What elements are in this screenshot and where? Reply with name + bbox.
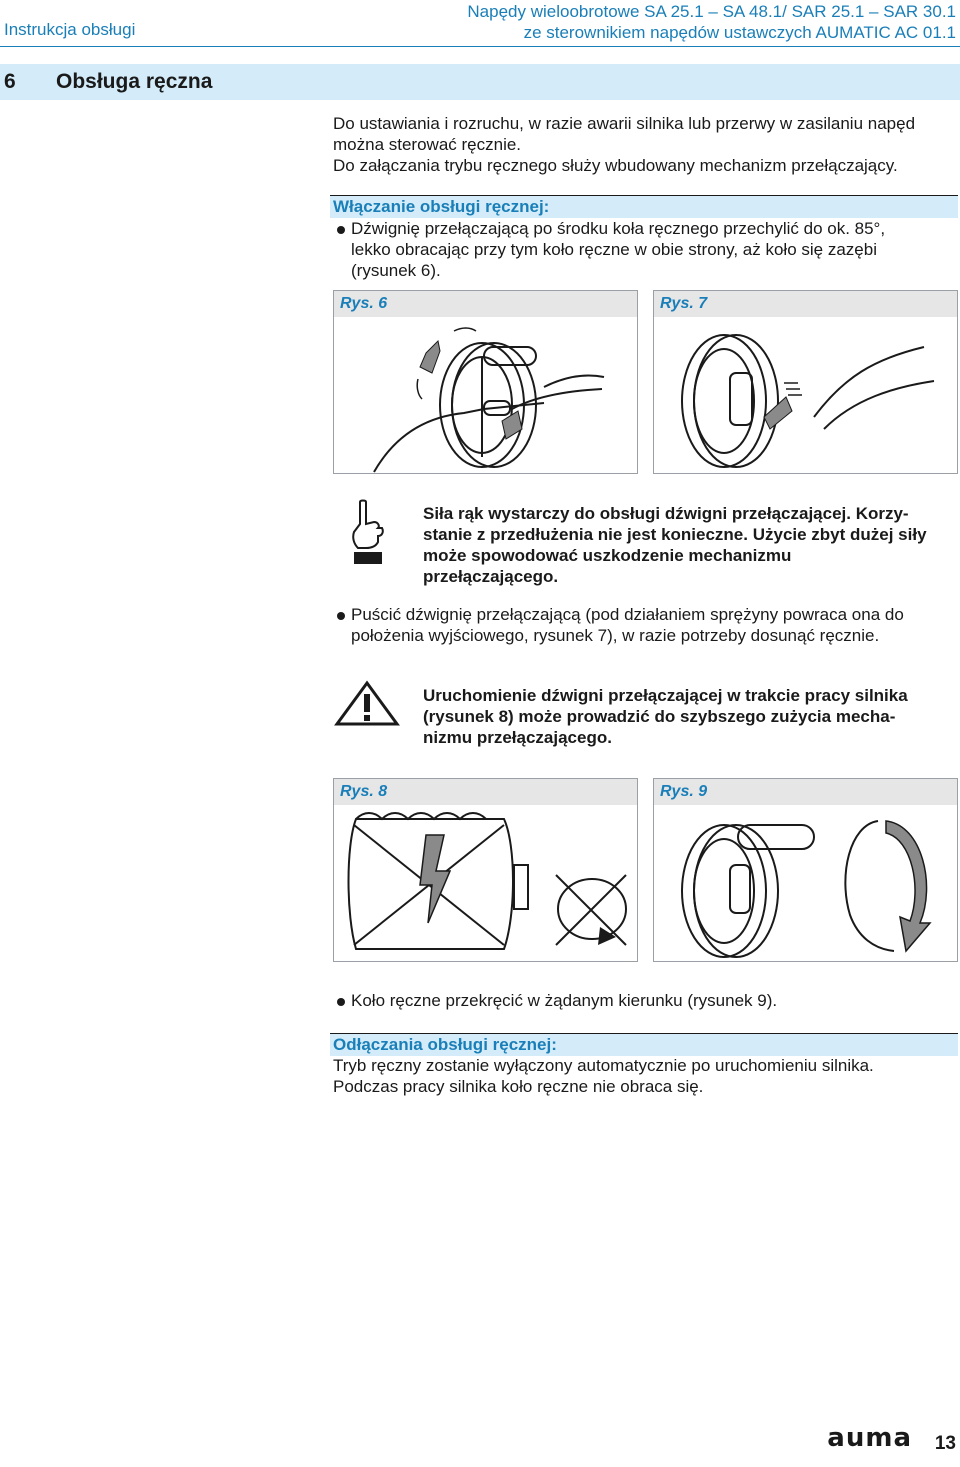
bullet-line: lekko obracając przy tym koło ręczne w obie strony, aż koło się zazębi — [351, 240, 877, 259]
section-number: 6 — [4, 70, 16, 93]
engage-bullet-1 — [333, 218, 953, 281]
warning-line: (rysunek 8) może prowadzić do szybszego zużycia mecha- — [423, 707, 896, 726]
header-product-line1: Napędy wieloobrotowe SA 25.1 – SA 48.1/ SAR 25.1 – SAR 30.1 — [467, 2, 956, 21]
intro-paragraph — [333, 113, 953, 176]
header-product-line2: ze sterownikiem napędów ustawczych AUMATIC AC 01.1 — [523, 23, 956, 42]
page-number: 13 — [934, 1433, 956, 1454]
disengage-line: Podczas pracy silnika koło ręczne nie obraca się. — [333, 1077, 704, 1096]
figure-6-label: Rys. 6 — [340, 295, 388, 312]
warning-triangle-icon — [334, 680, 400, 726]
handwheel-turn-illustration — [654, 805, 957, 961]
handwheel-release-illustration — [654, 317, 957, 473]
bullet-icon — [337, 998, 345, 1006]
warning-line: nizmu przełączającego. — [423, 728, 612, 747]
engage-heading: Włączanie obsługi ręcznej: — [333, 197, 550, 216]
engage-bullet-2 — [333, 604, 953, 646]
intro-line: Do załączania trybu ręcznego służy wbudowany mechanizm przełączający. — [333, 156, 898, 175]
header-rule — [0, 46, 960, 47]
bullet-line: Dźwignię przełączającą po środku koła ręcznego przechylić do ok. 85°, — [351, 219, 886, 238]
motor-running-illustration — [334, 805, 637, 961]
note-line: Siła rąk wystarczy do obsługi dźwigni przełączającej. Korzy- — [423, 504, 909, 523]
disengage-line: Tryb ręczny zostanie wyłączony automatycznie po uruchomieniu silnika. — [333, 1056, 874, 1075]
section-title: Obsługa ręczna — [56, 70, 213, 93]
intro-line: Do ustawiania i rozruchu, w razie awarii silnika lub przerwy w zasilaniu napęd — [333, 114, 916, 133]
bullet-line: Koło ręczne przekręcić w żądanym kierunku (rysunek 9). — [351, 991, 778, 1010]
note-line: przełączającego. — [423, 567, 559, 586]
intro-line: można sterować ręcznie. — [333, 135, 522, 154]
note-line: stanie z przedłużenia nie jest konieczne. Użycie zbyt dużej siły — [423, 525, 927, 544]
note-text — [423, 503, 958, 587]
engage-bullet-3 — [333, 990, 953, 1011]
warning-line: Uruchomienie dźwigni przełączającej w trakcie pracy silnika — [423, 686, 908, 705]
disengage-paragraph — [333, 1055, 953, 1097]
header-product-title — [467, 1, 956, 43]
figure-6 — [333, 290, 638, 474]
figure-8 — [333, 778, 638, 962]
bullet-line: (rysunek 6). — [351, 261, 441, 280]
handwheel-engage-illustration — [334, 317, 637, 473]
warning-text — [423, 685, 958, 748]
pointing-hand-icon — [348, 498, 388, 566]
header-doc-type: Instrukcja obsługi — [4, 20, 136, 39]
disengage-heading: Odłączania obsługi ręcznej: — [333, 1035, 557, 1054]
figure-9 — [653, 778, 958, 962]
figure-8-label: Rys. 8 — [340, 783, 388, 800]
bullet-icon — [337, 226, 345, 234]
note-line: może spowodować uszkodzenie mechanizmu — [423, 546, 792, 565]
figure-7 — [653, 290, 958, 474]
figure-9-label: Rys. 9 — [660, 783, 708, 800]
auma-logo: auma — [827, 1423, 912, 1453]
figure-7-label: Rys. 7 — [660, 295, 708, 312]
bullet-line: Puścić dźwignię przełączającą (pod działaniem sprężyny powraca ona do — [351, 605, 904, 624]
bullet-line: położenia wyjściowego, rysunek 7), w razie potrzeby dosunąć ręcznie. — [351, 626, 880, 645]
bullet-icon — [337, 612, 345, 620]
